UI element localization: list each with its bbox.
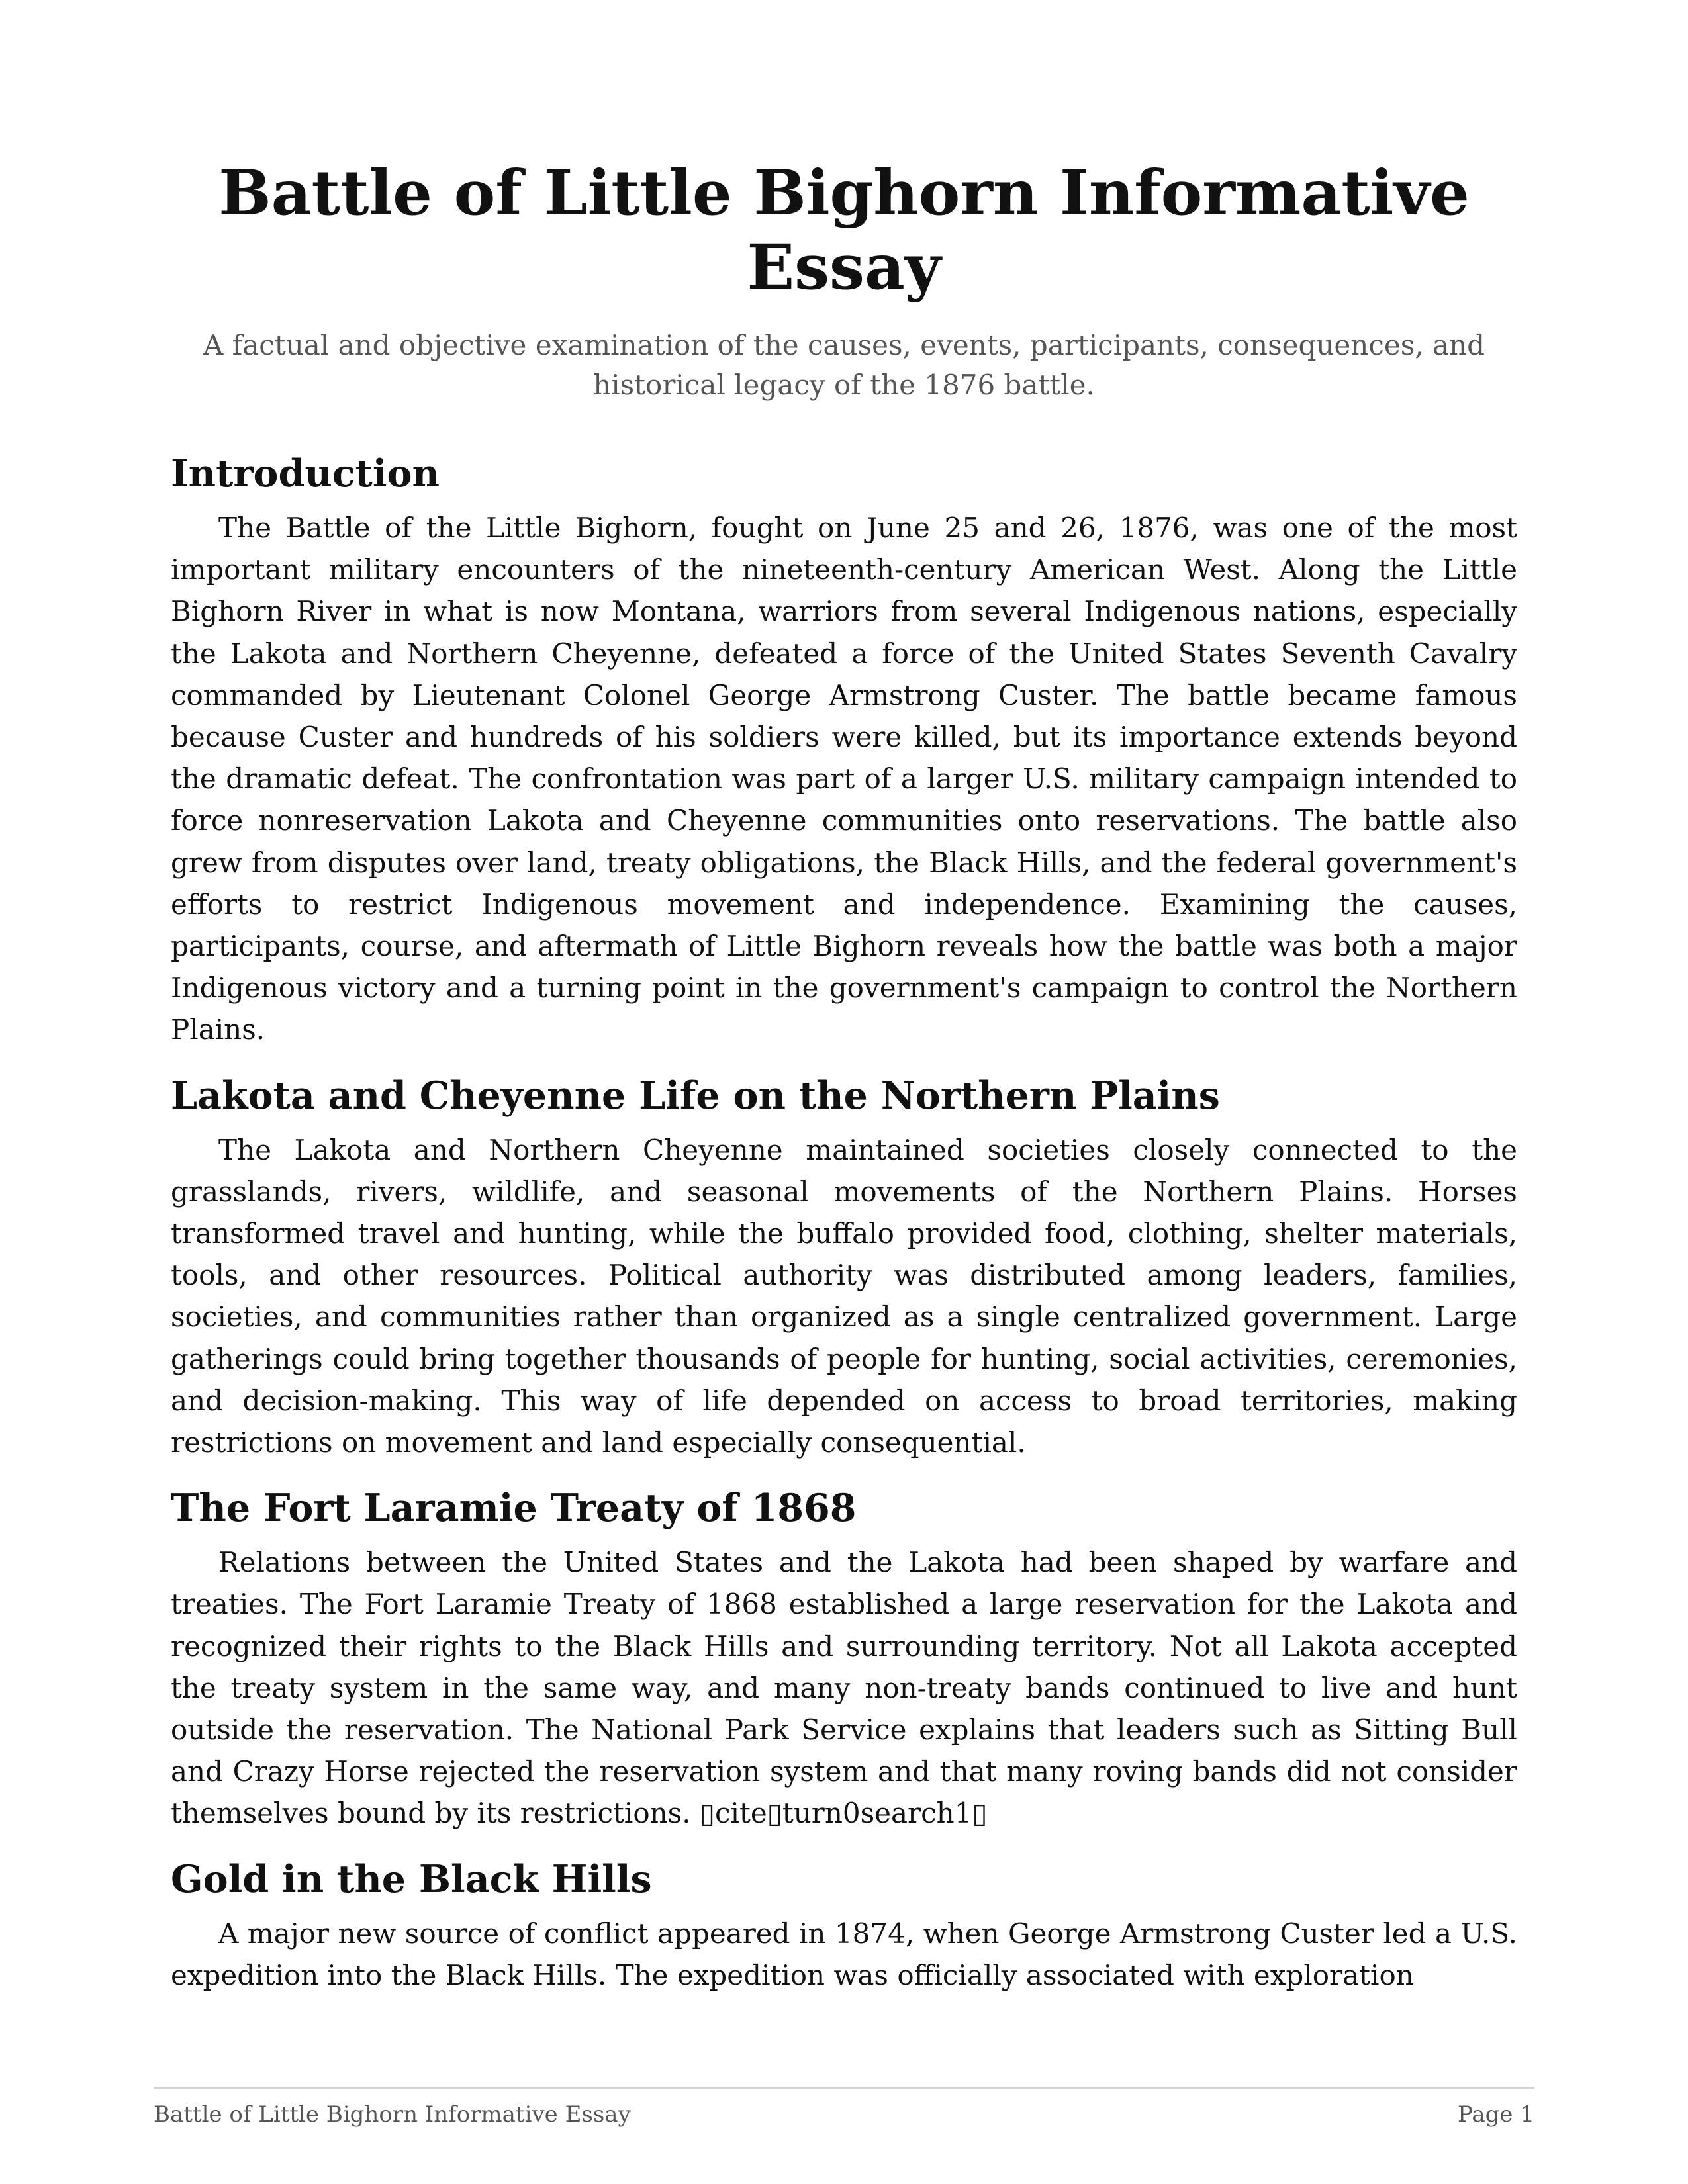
section-fort-laramie-treaty bbox=[171, 1484, 1517, 1834]
footer-divider bbox=[154, 2087, 1534, 2089]
page-title: Battle of Little Bighorn Informative Essay bbox=[218, 157, 1470, 304]
page-subtitle: A factual and objective examination of the causes, events, participants, consequences, and historical legacy of the 1876 battle. bbox=[203, 329, 1485, 401]
section-heading: Introduction bbox=[171, 451, 440, 496]
section-paragraph: Relations between the United States and the Lakota had been shaped by warfare and treaties. The Fort Laramie Treaty of 1868 established a large reservation for the Lakota and recognized their rights to the Black Hills and surrounding territory. Not all Lakota accepted the treaty system in the same way, and many non-treaty bands continued to live and hunt outside the reservation. The National Park Service explains that leaders such as Sitting Bull and Crazy Horse rejected the reservation system and that many roving bands did not consider themselves bound by its restrictions. ▯cite▯turn0search1▯ bbox=[171, 1546, 1517, 1830]
essay-body bbox=[171, 450, 1517, 2017]
section-heading: The Fort Laramie Treaty of 1868 bbox=[171, 1486, 857, 1531]
section-plains-life bbox=[171, 1072, 1517, 1464]
section-paragraph: A major new source of conflict appeared in 1874, when George Armstrong Custer led a U.S. expedition into the Black Hills. The expedition was officially associated with exploration bbox=[171, 1917, 1517, 1991]
section-paragraph: The Battle of the Little Bighorn, fought on June 25 and 26, 1876, was one of the most important military encounters of the nineteenth-century American West. Along the Little Bighorn River in what is now Montana, warriors from several Indigenous nations, especially the Lakota and Northern Cheyenne, defeated a force of the United States Seventh Cavalry commanded by Lieutenant Colonel George Armstrong Custer. The battle became famous because Custer and hundreds of his soldiers were killed, but its importance extends beyond the dramatic defeat. The confrontation was part of a larger U.S. military campaign intended to force nonreservation Lakota and Cheyenne communities onto reservations. The battle also grew from disputes over land, treaty obligations, the Black Hills, and the federal government's efforts to restrict Indigenous movement and independence. Examining the causes, participants, course, and aftermath of Little Bighorn reveals how the battle was both a major Indigenous victory and a turning point in the government's campaign to control the Northern Plains. bbox=[171, 512, 1517, 1046]
section-heading: Gold in the Black Hills bbox=[171, 1856, 652, 1901]
section-black-hills-gold bbox=[171, 1856, 1517, 1996]
section-introduction bbox=[171, 450, 1517, 1051]
footer-page-number: Page 1 bbox=[1458, 2101, 1534, 2128]
section-paragraph: The Lakota and Northern Cheyenne maintained societies closely connected to the grasslands, rivers, wildlife, and seasonal movements of the Northern Plains. Horses transformed travel and hunting, while the buffalo provided food, clothing, shelter materials, tools, and other resources. Political authority was distributed among leaders, families, societies, and communities rather than organized as a single centralized government. Large gatherings could bring together thousands of people for hunting, social activities, ceremonies, and decision-making. This way of life depended on access to broad territories, making restrictions on movement and land especially consequential. bbox=[171, 1133, 1517, 1459]
footer-document-title: Battle of Little Bighorn Informative Essay bbox=[154, 2101, 631, 2128]
section-heading: Lakota and Cheyenne Life on the Northern Plains bbox=[171, 1073, 1220, 1118]
